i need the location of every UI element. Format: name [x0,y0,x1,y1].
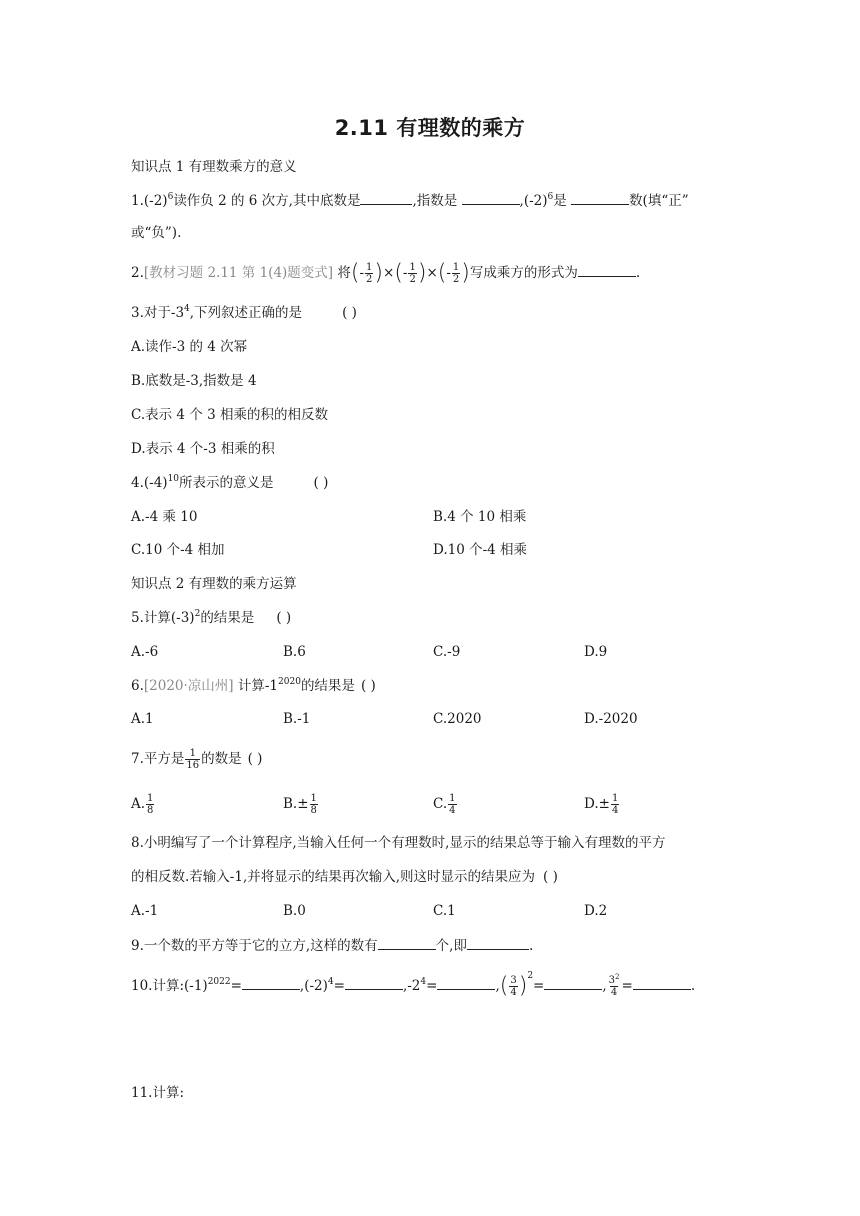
question-7-option-c: C. $\frac{1}{4}$ [433,793,456,816]
question-6-option-d: D.-2020 [584,711,638,727]
question-7-option-b: B.± $\frac{1}{8}$ [283,793,317,816]
source-note: [教材习题 2.11 第 1(4)题变式] [143,265,334,281]
answer-blank[interactable] [544,975,602,990]
question-8-option-a: A.-1 [131,903,159,919]
answer-blank[interactable] [571,190,629,205]
question-5-option-c: C.-9 [433,644,461,660]
question-10: 10.计算$:(-1)^{2022}= ,(-2)^4= ,-2^4=$ ,( $\frac{3}{4}$ )$^2$= , $\frac{3^2}{4}$ = . [131,971,696,999]
question-8-line-1: 8.小明编写了一个计算程序,当输入任何一个有理数时,显示的结果总等于输入有理数的平方 [131,835,666,851]
question-4-option-d: D.10 个-4 相乘 [433,542,528,558]
question-5-option-b: B.6 [283,644,306,660]
question-6-option-c: C.2020 [433,711,482,727]
question-3-option-a: A.读作-3 的 4 次幂 [131,339,248,355]
question-4-stem: $4.(-4)^{10}$所表示的意义是 ( ) [131,474,329,491]
fraction: $\frac{1}{4}$ [449,793,456,816]
question-7-stem: 7.平方是 $\frac{1}{16}$ 的数是 ( ) [131,748,263,771]
question-6-stem: 6.[2020·凉山州] 计算$-1^{2020}$的结果是 ( ) [131,677,376,694]
question-5-option-d: D.9 [584,644,608,660]
answer-blank[interactable] [360,190,412,205]
fraction: $\frac{1}{2}$ [409,262,416,285]
question-4-option-c: C.10 个-4 相加 [131,542,225,558]
answer-bracket[interactable]: ( ) [360,678,376,694]
question-1-line-1: $1.(-2)^6$读作负 2 的 6 次方,其中底数是 ,指数是 $,(-2)^6$是 数(填“正” [131,192,689,209]
fraction: $\frac{1}{8}$ [310,793,317,816]
knowledge-point-1: 知识点 1 有理数乘方的意义 [131,159,297,175]
question-3-option-b: B.底数是-3,指数是 4 [131,373,257,389]
fraction: $\frac{1}{2}$ [366,262,373,285]
knowledge-point-2: 知识点 2 有理数的乘方运算 [131,576,297,592]
question-2: 2.[教材习题 2.11 第 1(4)题变式] 将(- $\frac{1}{2}$ )×(- $\frac{1}{2}$ )×(- $\frac{1}{2}$ )写成乘方的形式为 . [131,260,641,286]
question-5-option-a: A.-6 [131,644,159,660]
page-title: 2.11 有理数的乘方 [334,116,526,140]
question-8-line-2: 的相反数.若输入-1,并将显示的结果再次输入,则这时显示的结果应为 ( ) [131,869,558,885]
question-6-option-a: A.1 [131,711,154,727]
question-6-option-b: B.-1 [283,711,311,727]
answer-blank[interactable] [345,975,403,990]
source-note: [2020·凉山州] [143,678,234,694]
question-4-option-b: B.4 个 10 相乘 [433,509,527,525]
question-9: 9.一个数的平方等于它的立方,这样的数有 个,即 . [131,935,533,956]
answer-bracket[interactable]: ( ) [276,610,292,626]
fraction: $\frac{1}{2}$ [452,262,460,285]
answer-blank[interactable] [633,975,691,990]
question-5-stem: 5.计算$(-3)^2$的结果是 ( ) [131,609,292,626]
answer-bracket[interactable]: ( ) [313,475,329,491]
fraction: $\frac{3}{4}$ [510,975,517,998]
answer-blank[interactable] [462,190,520,205]
answer-blank[interactable] [378,935,436,950]
fraction: $\frac{1}{4}$ [611,793,619,816]
question-3-option-c: C.表示 4 个 3 相乘的积的相反数 [131,407,328,423]
question-3-stem: 3.对于$-3^4$,下列叙述正确的是 ( ) [131,304,357,321]
answer-blank[interactable] [578,262,636,277]
question-8-option-d: D.2 [584,903,608,919]
answer-blank[interactable] [242,975,300,990]
question-1-line-2: 或“负”). [131,225,182,241]
answer-blank[interactable] [467,935,529,950]
question-8-option-c: C.1 [433,903,456,919]
question-3-option-d: D.表示 4 个-3 相乘的积 [131,441,275,457]
answer-bracket[interactable]: ( ) [543,869,558,885]
question-4-option-a: A.-4 乘 10 [131,509,198,525]
fraction: $\frac{1}{8}$ [147,793,154,816]
question-11: 11.计算: [131,1085,185,1101]
answer-bracket[interactable]: ( ) [342,305,357,321]
question-8-option-b: B.0 [283,903,306,919]
question-7-option-d: D.± $\frac{1}{4}$ [584,793,619,816]
fraction: $\frac{3^2}{4}$ [608,973,620,998]
answer-blank[interactable] [437,975,495,990]
fraction: $\frac{1}{16}$ [186,748,200,771]
answer-bracket[interactable]: ( ) [247,751,263,767]
question-7-option-a: A. $\frac{1}{8}$ [131,793,154,816]
